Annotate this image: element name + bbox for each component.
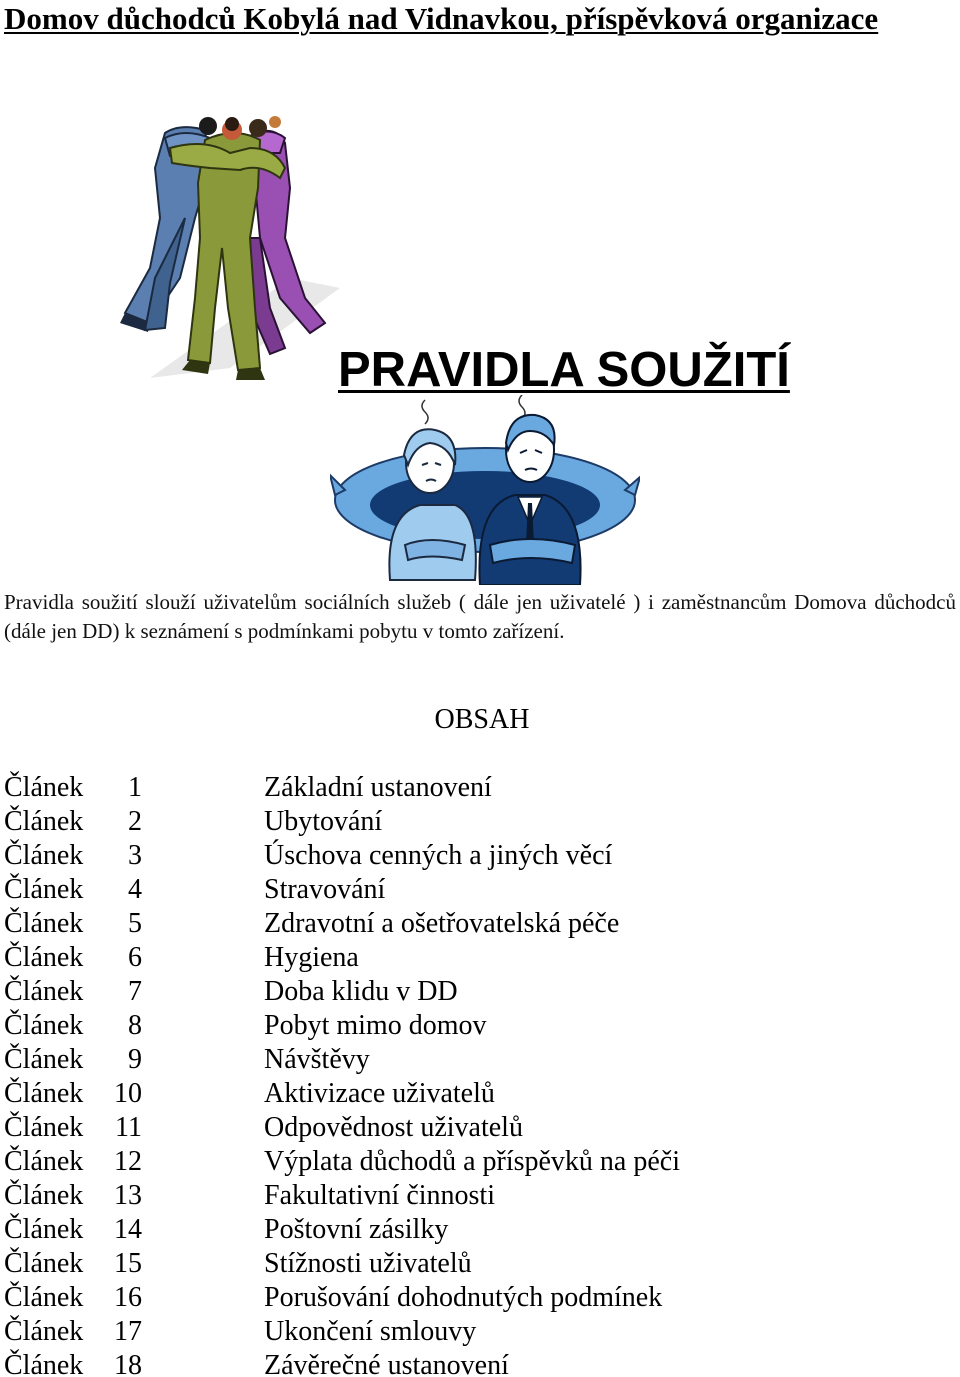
- toc-item-title: Zdravotní a ošetřovatelská péče: [264, 908, 620, 939]
- toc-title: OBSAH: [434, 704, 530, 735]
- toc-item-number: 3: [128, 840, 142, 871]
- table-of-contents: [4, 771, 954, 1377]
- toc-item-title: Ukončení smlouvy: [264, 1316, 477, 1347]
- toc-item-title: Výplata důchodů a příspěvků na péči: [264, 1146, 680, 1177]
- toc-item-title: Základní ustanovení: [264, 772, 492, 803]
- toc-item-label: Článek: [4, 806, 84, 837]
- toc-item-label: Článek: [4, 976, 84, 1007]
- toc-item-number: 4: [128, 874, 142, 905]
- toc-item-label: Článek: [4, 1044, 84, 1075]
- toc-item: [4, 1111, 954, 1145]
- toc-item-number: 2: [128, 806, 142, 837]
- toc-item-title: Návštěvy: [264, 1044, 370, 1075]
- toc-item-label: Článek: [4, 1350, 84, 1377]
- toc-item-number: 5: [128, 908, 142, 939]
- toc-item: [4, 1349, 954, 1377]
- toc-item-number: 9: [128, 1044, 142, 1075]
- toc-item-number: 15: [114, 1248, 142, 1279]
- toc-item-number: 13: [114, 1180, 142, 1211]
- toc-item-number: 18: [114, 1350, 142, 1377]
- toc-item: [4, 941, 954, 975]
- toc-item: [4, 907, 954, 941]
- toc-item-number: 11: [115, 1112, 142, 1143]
- toc-item: [4, 1247, 954, 1281]
- toc-item-label: Článek: [4, 908, 84, 939]
- toc-item-title: Porušování dohodnutých podmínek: [264, 1282, 663, 1313]
- toc-item-number: 1: [128, 772, 142, 803]
- toc-item: [4, 839, 954, 873]
- toc-item-number: 14: [114, 1214, 142, 1245]
- toc-item: [4, 1145, 954, 1179]
- toc-item: [4, 805, 954, 839]
- toc-item-title: Aktivizace uživatelů: [264, 1078, 495, 1109]
- toc-item-title: Poštovní zásilky: [264, 1214, 449, 1245]
- toc-item-label: Článek: [4, 1146, 84, 1177]
- toc-item: [4, 1043, 954, 1077]
- toc-item-title: Doba klidu v DD: [264, 976, 458, 1007]
- toc-item: [4, 1315, 954, 1349]
- toc-item-label: Článek: [4, 942, 84, 973]
- toc-item-number: 12: [114, 1146, 142, 1177]
- toc-item-title: Úschova cenných a jiných věcí: [264, 840, 613, 871]
- toc-item-title: Pobyt mimo domov: [264, 1010, 487, 1041]
- toc-item-label: Článek: [4, 1282, 84, 1313]
- toc-item: [4, 1077, 954, 1111]
- toc-item-title: Závěrečné ustanovení: [264, 1350, 509, 1377]
- toc-item-number: 7: [128, 976, 142, 1007]
- toc-item: [4, 1213, 954, 1247]
- toc-item-title: Odpovědnost uživatelů: [264, 1112, 523, 1143]
- toc-item: [4, 975, 954, 1009]
- organization-title: Domov důchodců Kobylá nad Vidnavkou, příspěvková organizace: [4, 1, 879, 36]
- toc-item-label: Článek: [4, 1010, 84, 1041]
- toc-item-title: Fakultativní činnosti: [264, 1180, 495, 1211]
- toc-item-title: Hygiena: [264, 942, 359, 973]
- toc-item-title: Stížnosti uživatelů: [264, 1248, 472, 1279]
- intro-paragraph: Pravidla soužití slouží uživatelům sociálních služeb ( dále jen uživatelé ) i zaměstnancům Domova důchodců (dále jen DD) k seznámení s podmínkami pobytu v tomto zařízení.: [4, 590, 956, 643]
- toc-item: [4, 771, 954, 805]
- toc-item-label: Článek: [4, 1180, 84, 1211]
- toc-item-number: 8: [128, 1010, 142, 1041]
- toc-item: [4, 873, 954, 907]
- toc-item: [4, 1009, 954, 1043]
- toc-item-label: Článek: [4, 1316, 84, 1347]
- toc-item-number: 17: [114, 1316, 142, 1347]
- toc-item-label: Článek: [4, 772, 84, 803]
- toc-item-title: Stravování: [264, 874, 386, 905]
- toc-item: [4, 1281, 954, 1315]
- toc-item-number: 16: [114, 1282, 142, 1313]
- toc-item-label: Článek: [4, 1248, 84, 1279]
- page-heading: PRAVIDLA SOUŽITÍ: [338, 343, 790, 397]
- arguing-couple-illustration: [330, 395, 640, 585]
- toc-item-label: Článek: [4, 1112, 84, 1143]
- toc-item-number: 10: [114, 1078, 142, 1109]
- toc-item-label: Článek: [4, 1078, 84, 1109]
- toc-item-title: Ubytování: [264, 806, 383, 837]
- toc-item: [4, 1179, 954, 1213]
- toc-item-number: 6: [128, 942, 142, 973]
- toc-item-label: Článek: [4, 1214, 84, 1245]
- toc-item-label: Článek: [4, 874, 84, 905]
- toc-item-label: Článek: [4, 840, 84, 871]
- group-hug-illustration: [110, 108, 350, 388]
